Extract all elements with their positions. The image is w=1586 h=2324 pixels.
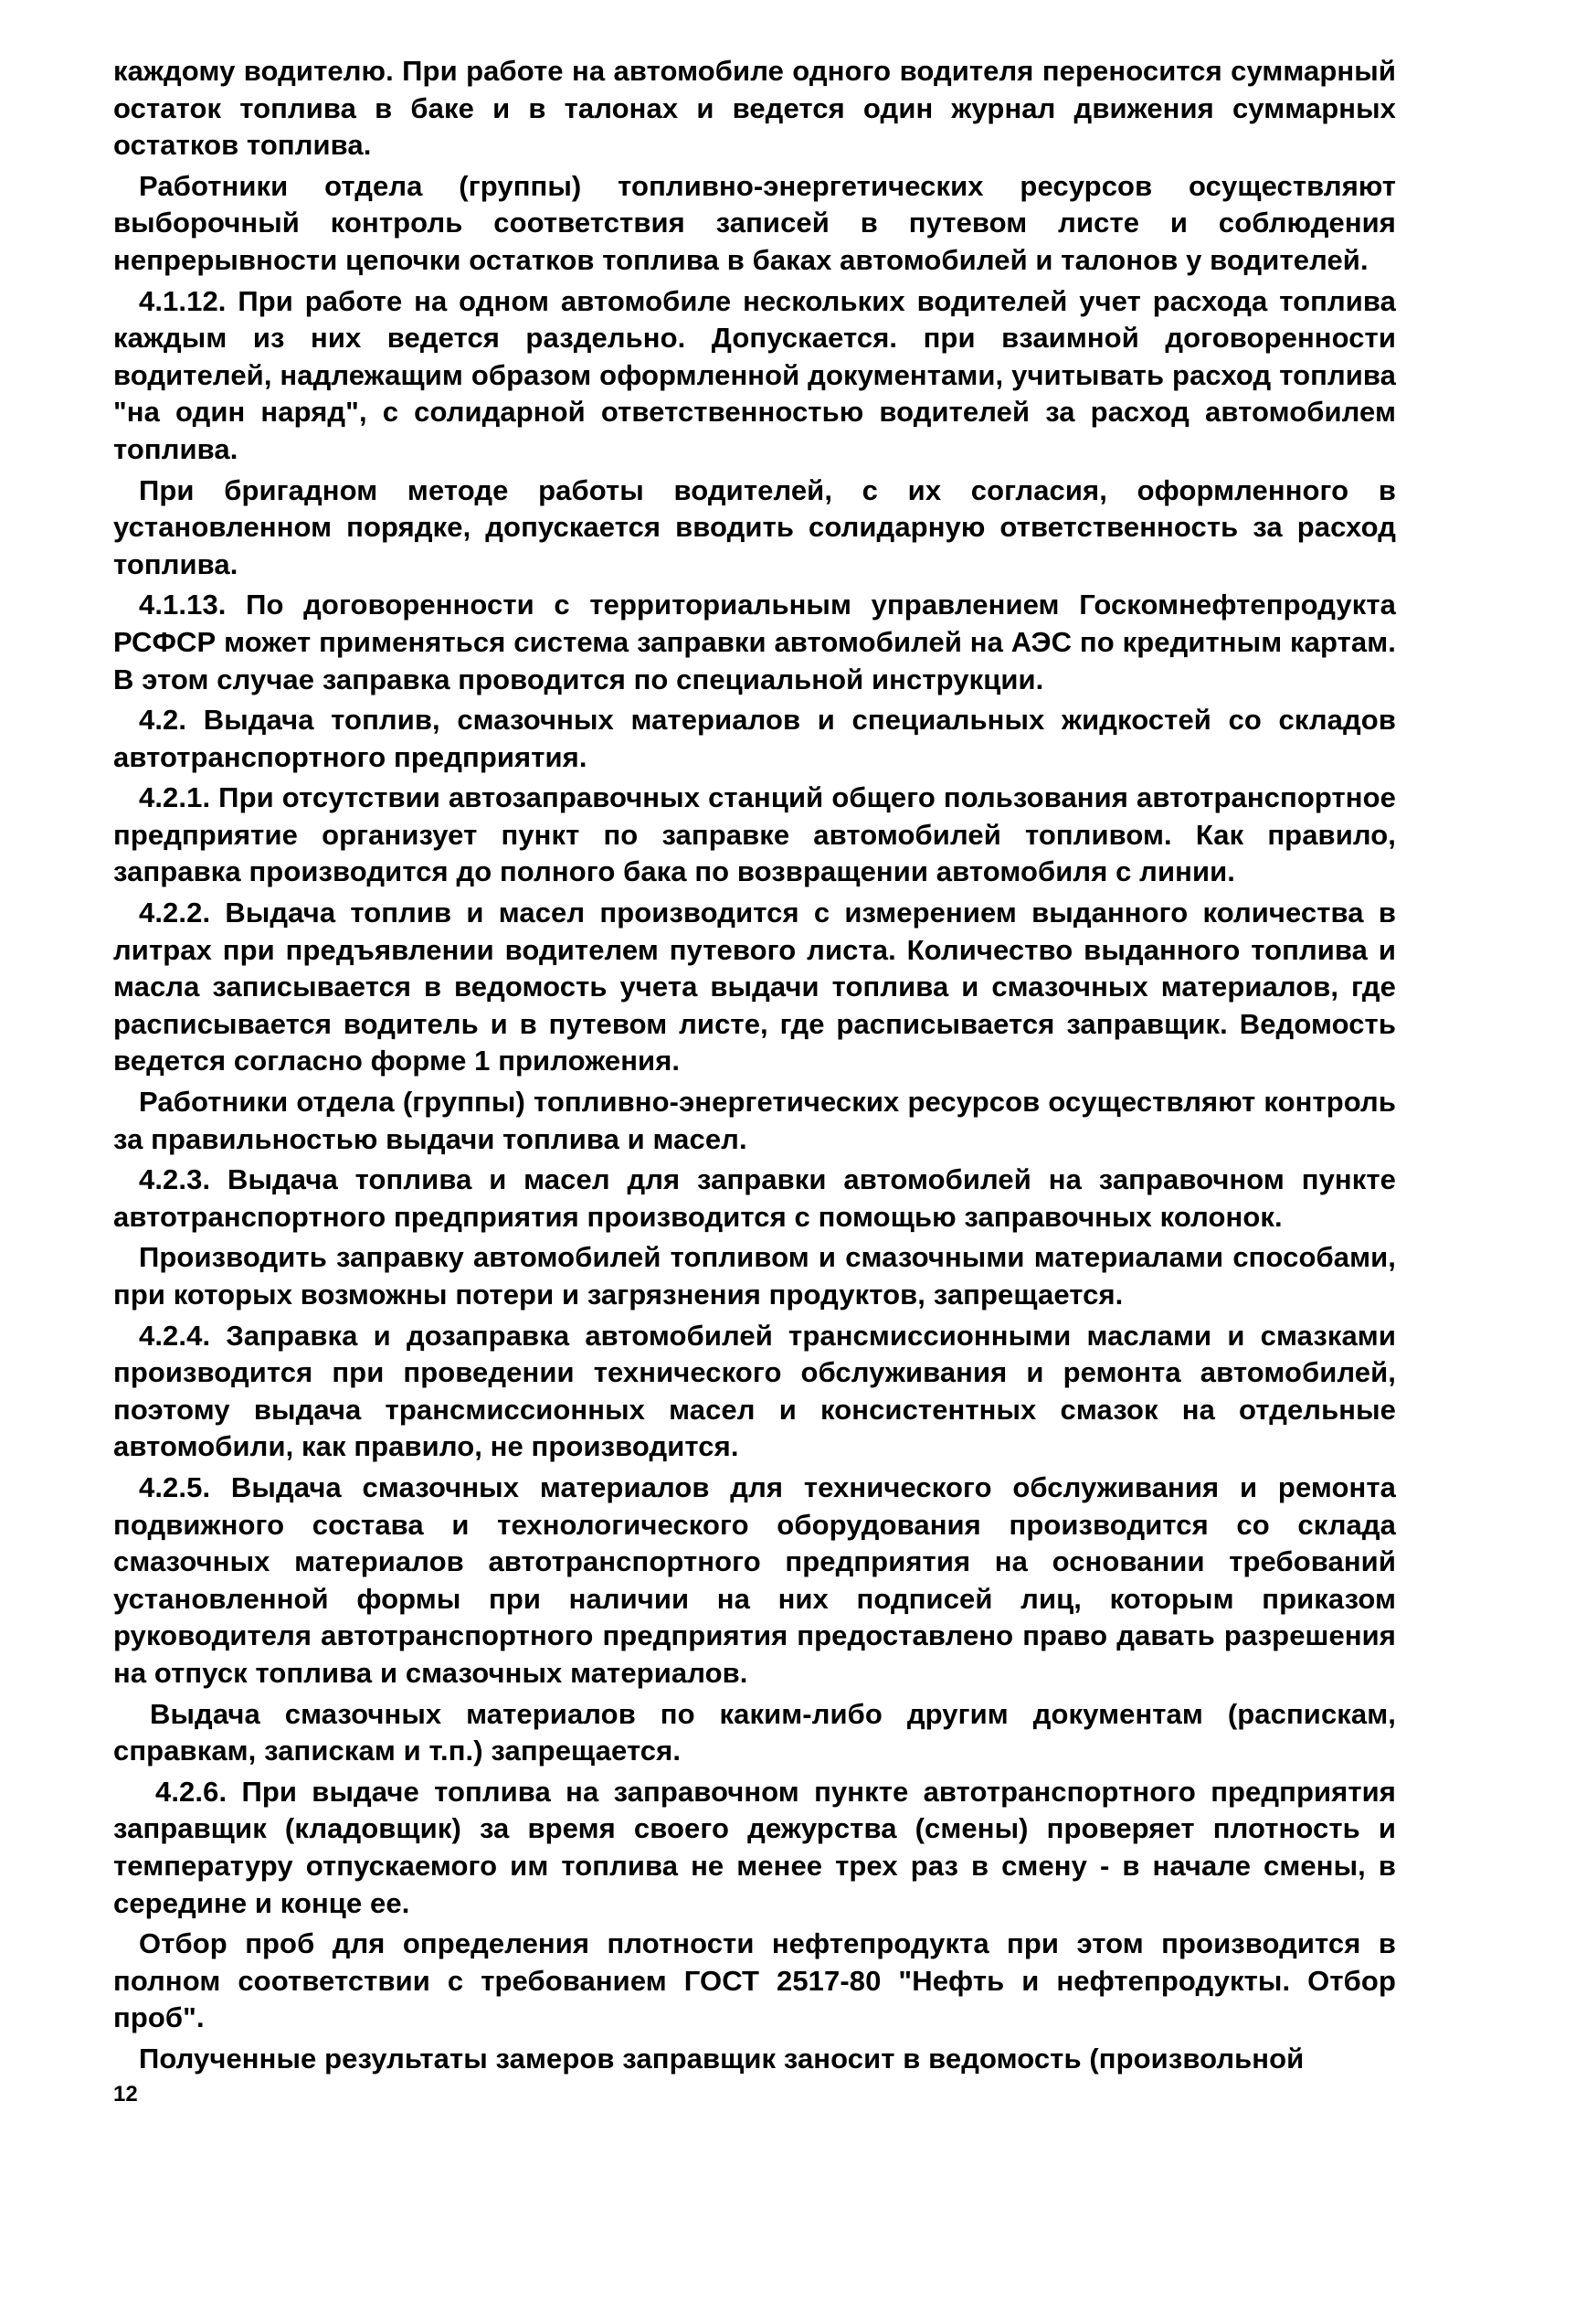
paragraph-4-2-6: 4.2.6. При выдаче топлива на заправочном пункте автотранспортного предприятия заправщик (кладовщик) за время своего дежурства (смены) проверяет плотность и температуру отпускаемого им топлива не менее трех раз в смену - в начале смены, в середине и конце ее. bbox=[113, 1775, 1396, 1919]
paragraph-brigade-method: При бригадном методе работы водителей, с их согласия, оформленного в установленном порядке, допускается вводить солидарную ответственность за расход топлива. bbox=[113, 473, 1396, 580]
paragraph-control-issuance: Работники отдела (группы) топливно-энергетических ресурсов осуществляют контроль за правильностью выдачи топлива и масел. bbox=[113, 1086, 1396, 1155]
document-page bbox=[113, 53, 1396, 2077]
paragraph-intro-continuation: каждому водителю. При работе на автомобиле одного водителя переносится суммарный остаток топлива в баке и в талонах и ведется один журнал движения суммарных остатков топлива. bbox=[113, 55, 1396, 162]
paragraph-4-2-4: 4.2.4. Заправка и дозаправка автомобилей трансмиссионными маслами и смазками производится при проведении технического обслуживания и ремонта автомобилей, поэтому выдача трансмиссионных масел и консистентных смазок на отдельные автомобили, как правило, не производится. bbox=[113, 1319, 1396, 1463]
paragraph-4-1-13: 4.1.13. По договоренности с территориальным управлением Госкомнефтепродукта РСФСР может применяться система заправки автомобилей на АЭС по кредитным картам. В этом случае заправка проводится по специальной инструкции. bbox=[113, 589, 1396, 695]
paragraph-4-1-12: 4.1.12. При работе на одном автомобиле нескольких водителей учет расхода топлива каждым из них ведется раздельно. Допускается. при взаимной договоренности водителей, надлежащим образом оформленной документами, учитывать расход топлива "на один наряд", с солидарной ответственностью водителей за расход автомобилем топлива. bbox=[113, 284, 1396, 465]
paragraph-sampling: Отбор проб для определения плотности нефтепродукта при этом производится в полном соответствии с требованием ГОСТ 2517-80 "Нефть и нефтепродукты. Отбор проб". bbox=[113, 1927, 1396, 2034]
paragraph-results-recording: Полученные результаты замеров заправщик заносит в ведомость (произвольной bbox=[139, 2042, 1305, 2075]
page-number: 12 bbox=[113, 2082, 138, 2106]
paragraph-4-2-2: 4.2.2. Выдача топлив и масел производится с измерением выданного количества в литрах при предъявлении водителем путевого листа. Количество выданного топлива и масла записывается в ведомость учета выдачи топлива и смазочных материалов, где расписывается водитель и в путевом листе, где расписывается заправщик. Ведомость ведется согласно форме 1 приложения. bbox=[113, 897, 1396, 1077]
paragraph-4-2-3: 4.2.3. Выдача топлива и масел для заправки автомобилей на заправочном пункте автотранспортного предприятия производится с помощью заправочных колонок. bbox=[113, 1163, 1396, 1233]
paragraph-control-records: Работники отдела (группы) топливно-энергетических ресурсов осуществляют выборочный контроль соответствия записей в путевом листе и соблюдения непрерывности цепочки остатков топлива в баках автомобилей и талонов у водителей. bbox=[113, 169, 1396, 276]
paragraph-other-documents-prohibited: Выдача смазочных материалов по каким-либо другим документам (распискам, справкам, запискам и т.п.) запрещается. bbox=[113, 1697, 1396, 1767]
paragraph-refuel-prohibition: Производить заправку автомобилей топливом и смазочными материалами способами, при которых возможны потери и загрязнения продуктов, запрещается. bbox=[113, 1241, 1396, 1311]
paragraph-4-2-1: 4.2.1. При отсутствии автозаправочных станций общего пользования автотранспортное предприятие организует пункт по заправке автомобилей топливом. Как правило, заправка производится до полного бака по возвращении автомобиля с линии. bbox=[113, 781, 1396, 888]
paragraph-4-2-5: 4.2.5. Выдача смазочных материалов для технического обслуживания и ремонта подвижного состава и технологического оборудования производится со склада смазочных материалов автотранспортного предприятия на основании требований установленной формы при наличии на них подписей лиц, которым приказом руководителя автотранспортного предприятия предоставлено право давать разрешения на отпуск топлива и смазочных материалов. bbox=[113, 1470, 1396, 1689]
section-heading-4-2: 4.2. Выдача топлив, смазочных материалов и специальных жидкостей со складов автотранспортного предприятия. bbox=[113, 704, 1396, 773]
